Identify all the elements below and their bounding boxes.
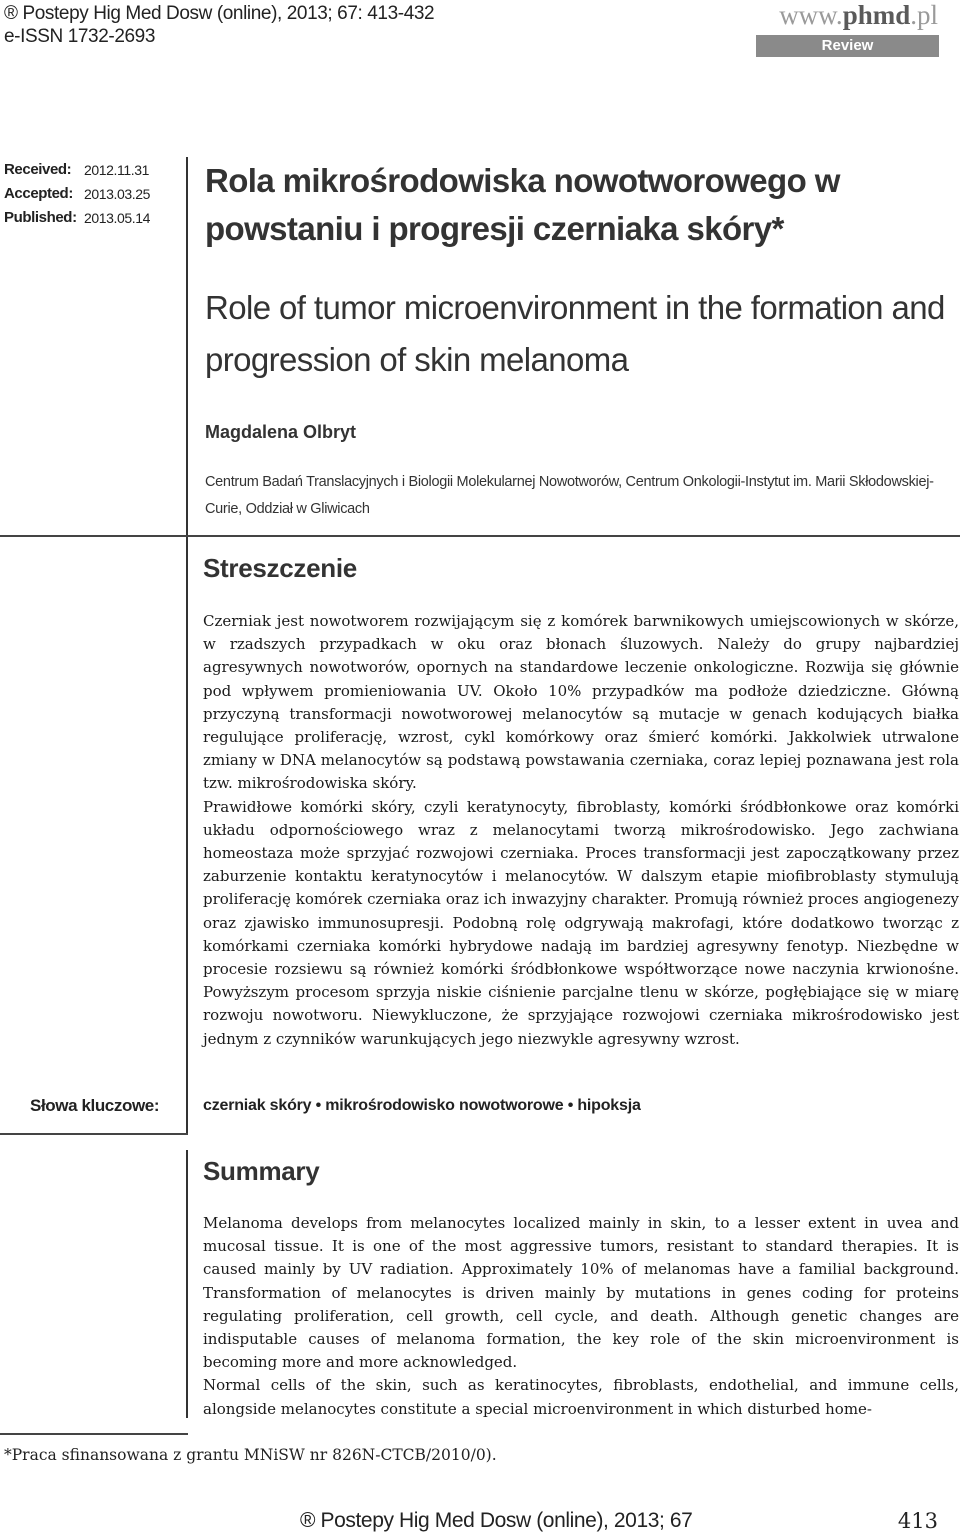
title-polish: Rola mikrośrodowiska nowotworowego w powstaniu i progresji czerniaka skóry* [205,162,840,247]
abstract-en [203,1212,959,1421]
horizontal-rule [0,535,960,537]
author: Magdalena Olbryt [205,422,357,442]
page-number: 413 [897,1509,938,1533]
vertical-rule-summary [186,1150,188,1418]
summary-heading: Summary [203,1156,320,1186]
summary-paragraph-1: Melanoma develops from melanocytes localized mainly in skin, to a lesser extent in uvea and mucosal tissue. It is one of the most aggressive tumors, resistant to standard therapies. It is caused mainly by UV radiation. Approximately 10% of melanomas have a familial background. Transformation of melanocytes is driven mainly by mutations in genes coding for proteins regulating proliferation, cell growth, cell cycle, and death. Although genetic changes are indisputable causes of melanoma formation, the key role of the skin microenvironment is becoming more and more acknowledged. [203,1214,959,1372]
abstract-pl-paragraph-1: Czerniak jest nowotworem rozwijającym się z komórek barwnikowych umiejscowionych w skórze, w rzadszych przypadkach w oku oraz błonach śluzowych. Należy do grupy najbardziej agresywnych nowotworów, opornych na standardowe leczenie onkologiczne. Rozwija się głównie pod wpływem promieniowania UV. Około 10% przypadków ma podłoże dziedziczne. Główną przyczyną transformacji nowotworowej melanocytów są mutacje w genach kodujących białka regulujące proliferację, wzrost, cykl komórkowy oraz śmierć komórki. Jakkolwiek utrwalone zmiany w DNA melanocytów są podstawą powstawania czerniaka, coraz lepiej poznawana jest rola tzw. mikrośrodowiska skóry. [203,612,959,793]
summary-paragraph-2: Normal cells of the skin, such as keratinocytes, fibroblasts, endothelial, and immune cells, alongside melanocytes constitute a special microenvironment in which disturbed home- [203,1376,959,1418]
abstract-pl-paragraph-2: Prawidłowe komórki skóry, czyli keratynocyty, fibroblasty, komórki śródbłonkowe oraz komórki układu odpornościowego wraz z melanocytami tworzą mikrośrodowisko. Jego zachwiana homeostaza może sprzyjać rozwojowi czerniaka. Proces transformacji jest zapoczątkowany przez zaburzenie kontaktu keratynocytów i melanocytów. W dalszym etapie miofibroblasty stymulują proliferację komórek czerniaka oraz ich inwazyjny charakter. Promują również proces angiogenezy oraz zjawisko immunosupresji. Podobną rolę odgrywają makrofagi, które dodatkowo tworząc z komórkami czerniaka komórki hybrydowe nadają im bardziej agresywny fenotyp. Niezbędne w procesie rozsiewu są również komórki śródbłonkowe współtworzące nowe naczynia krwionośne. Powyższym procesom sprzyja niskie ciśnienie parcjalne tlenu w skórze, pogłębiające się w miarę rozwoju nowotworu. Niewykluczone, że sprzyjające rozwojowi czerniaka mikrośrodowisko jest jednym z czynników warunkujących jego niezwykle agresywny wzrost. [203,797,959,1048]
site-logo[interactable] [779,0,938,31]
journal-citation: ® Postepy Hig Med Dosw (online), 2013; 67: 413-432 [4,3,435,24]
site-prefix: www. [779,0,843,30]
date-published: Published: 2013.05.14 [4,209,151,226]
article-type-badge: Review [756,35,939,57]
date-accepted: Accepted: 2013.03.25 [4,185,151,202]
footnote: *Praca sfinansowana z grantu MNiSW nr 826N-CTCB/2010/0). [4,1446,497,1464]
affiliation: Centrum Badań Translacyjnych i Biologii Molekularnej Nowotworów, Centrum Onkologii-Instytut im. Marii Skłodowskiej-Curie, Oddział w Gliwicach [205,474,934,517]
abstract-pl [203,610,959,1051]
keywords: czerniak skóry • mikrośrodowisko nowotworowe • hipoksja [203,1097,641,1114]
vertical-rule-bottom [186,537,188,1133]
keywords-label: Słowa kluczowe: [30,1096,160,1115]
footnote-rule [0,1433,188,1435]
journal-header [4,2,434,48]
issn: e-ISSN 1732-2693 [4,26,155,47]
site-name: phmd [842,0,911,30]
footer-journal: ® Postepy Hig Med Dosw (online), 2013; 67 [300,1509,693,1532]
article-dates [4,158,150,230]
date-received: Received: 2012.11.31 [4,161,150,178]
site-suffix: .pl [910,0,938,30]
abstract-pl-heading: Streszczenie [203,553,357,583]
vertical-rule-top [186,157,188,535]
horizontal-rule-short [0,1133,188,1135]
title-english: Role of tumor microenvironment in the formation and progression of skin melanoma [205,289,945,378]
